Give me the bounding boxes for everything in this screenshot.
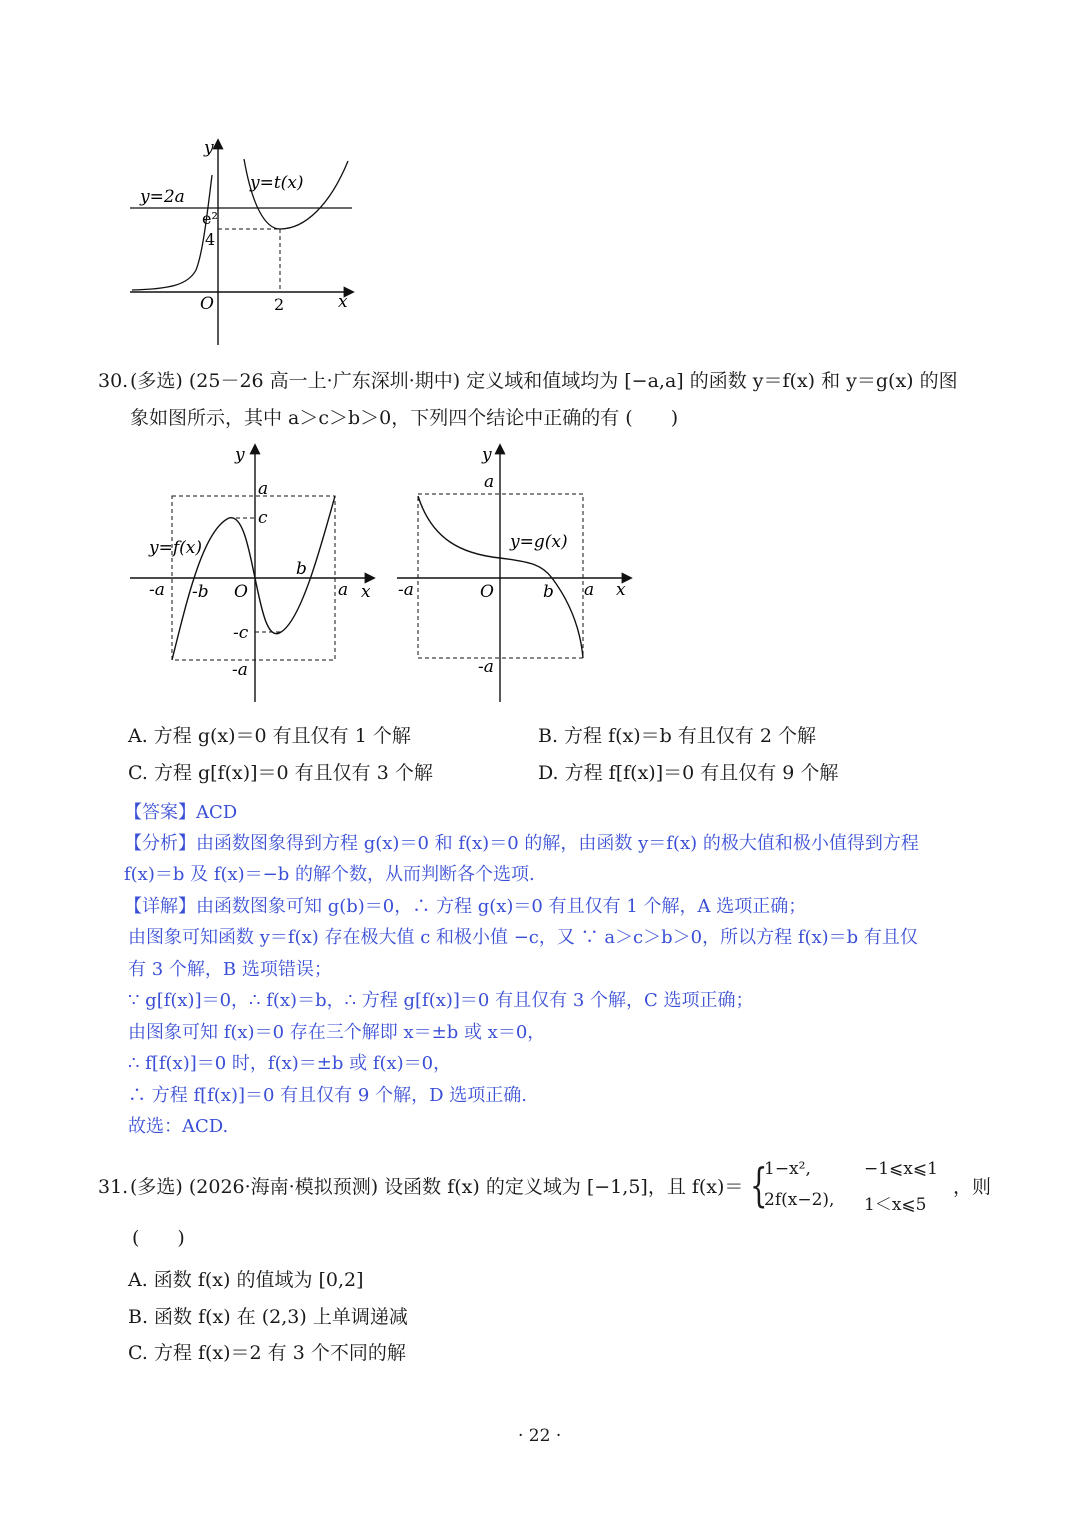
solution-line-7: 由图象可知 f(x)＝0 存在三个解即 x＝±b 或 x＝0， — [128, 1022, 546, 1043]
solution-line-3: 【详解】由函数图象可知 g(b)＝0，∴ 方程 g(x)＝0 有且仅有 1 个解，A 选项正确； — [124, 896, 807, 917]
f-label-curve: y=f(x) — [149, 538, 202, 558]
page-number: · 22 · — [518, 1426, 562, 1446]
case1-cond: −1⩽x⩽1 — [864, 1159, 938, 1179]
g-label-curve: y=g(x) — [510, 532, 568, 552]
q31-number: 31. — [98, 1176, 129, 1198]
f-label-a-right: a — [338, 580, 349, 600]
solution-line-4: 由图象可知函数 y＝f(x) 存在极大值 c 和极小值 −c，又 ∵ a＞c＞b＞0，所以方程 f(x)＝b 有且仅 — [128, 927, 918, 948]
g-label-a-right: a — [584, 580, 595, 600]
solution-line-2: f(x)＝b 及 f(x)＝−b 的解个数，从而判断各个选项. — [124, 864, 535, 885]
label-2: 2 — [274, 295, 285, 314]
q31-paren: ( ) — [132, 1227, 185, 1249]
figure-f — [125, 440, 380, 705]
label-y-axis: y — [204, 138, 214, 158]
g-label-origin: O — [480, 582, 494, 602]
label-e2: e² — [202, 209, 218, 228]
solution-line-0: 【答案】ACD — [124, 802, 238, 823]
label-origin: O — [200, 294, 214, 314]
solution-line-1: 【分析】由函数图象得到方程 g(x)＝0 和 f(x)＝0 的解，由函数 y＝f(x) 的极大值和极小值得到方程 — [124, 833, 919, 854]
g-label-a-top: a — [484, 472, 495, 492]
case2-expr: 2f(x−2), — [764, 1190, 835, 1210]
solution-line-6: ∵ g[f(x)]＝0，∴ f(x)＝b，∴ 方程 g[f(x)]＝0 有且仅有 3 个解，C 选项正确； — [128, 990, 754, 1011]
q31-option-a: A. 函数 f(x) 的值域为 [0,2] — [128, 1269, 364, 1291]
curve-t — [244, 159, 348, 229]
f-label-c: c — [258, 508, 268, 528]
q30-number: 30. — [98, 370, 129, 392]
label-t-curve: y=t(x) — [250, 173, 304, 193]
q31-option-b: B. 函数 f(x) 在 (2,3) 上单调递减 — [128, 1306, 408, 1328]
q30-line2: 象如图所示，其中 a＞c＞b＞0，下列四个结论中正确的有 ( ) — [130, 407, 679, 429]
solution-line-9: ∴ 方程 f[f(x)]＝0 有且仅有 9 个解，D 选项正确. — [128, 1085, 527, 1106]
f-label-neg-a-left: -a — [149, 580, 165, 600]
g-label-neg-a-left: -a — [398, 580, 414, 600]
label-y-2a: y=2a — [140, 187, 185, 207]
f-label-b: b — [296, 559, 307, 579]
q30-option-c: C. 方程 g[f(x)]＝0 有且仅有 3 个解 — [128, 762, 433, 784]
q31-suffix: ，则 — [953, 1176, 992, 1198]
case2-cond: 1＜x⩽5 — [864, 1195, 927, 1215]
piecewise-brace: { — [750, 1158, 768, 1212]
g-label-b: b — [543, 582, 554, 602]
label-4: 4 — [205, 230, 216, 249]
g-label-neg-a-bottom: -a — [478, 657, 494, 677]
f-label-y: y — [235, 445, 245, 465]
g-label-y: y — [482, 445, 492, 465]
f-label-origin: O — [234, 582, 248, 602]
f-label-neg-a-bottom: -a — [232, 660, 248, 680]
case1-expr: 1−x², — [764, 1159, 811, 1179]
f-label-neg-c: -c — [233, 623, 249, 643]
q31-prefix: (多选) (2026·海南·模拟预测) 设函数 f(x) 的定义域为 [−1,5]，且 f(x)＝ — [130, 1176, 744, 1198]
q30-option-d: D. 方程 f[f(x)]＝0 有且仅有 9 个解 — [538, 762, 839, 784]
g-label-x: x — [616, 580, 626, 600]
solution-line-8: ∴ f[f(x)]＝0 时，f(x)＝±b 或 f(x)＝0， — [128, 1053, 452, 1074]
f-label-x: x — [361, 582, 371, 602]
f-label-a-top: a — [258, 479, 269, 499]
label-x-axis: x — [338, 292, 348, 312]
solution-line-10: 故选：ACD. — [128, 1116, 229, 1137]
q30-option-a: A. 方程 g(x)＝0 有且仅有 1 个解 — [128, 725, 411, 747]
solution-line-5: 有 3 个解，B 选项错误； — [128, 959, 332, 980]
figure-g — [392, 440, 637, 705]
f-label-neg-b: -b — [192, 582, 209, 602]
q30-line1: (多选) (25－26 高一上·广东深圳·期中) 定义域和值域均为 [−a,a] 的函数 y＝f(x) 和 y＝g(x) 的图 — [130, 370, 958, 392]
figure-t-curve — [120, 135, 370, 350]
q30-option-b: B. 方程 f(x)＝b 有且仅有 2 个解 — [538, 725, 817, 747]
q31-option-c: C. 方程 f(x)＝2 有 3 个不同的解 — [128, 1342, 406, 1364]
